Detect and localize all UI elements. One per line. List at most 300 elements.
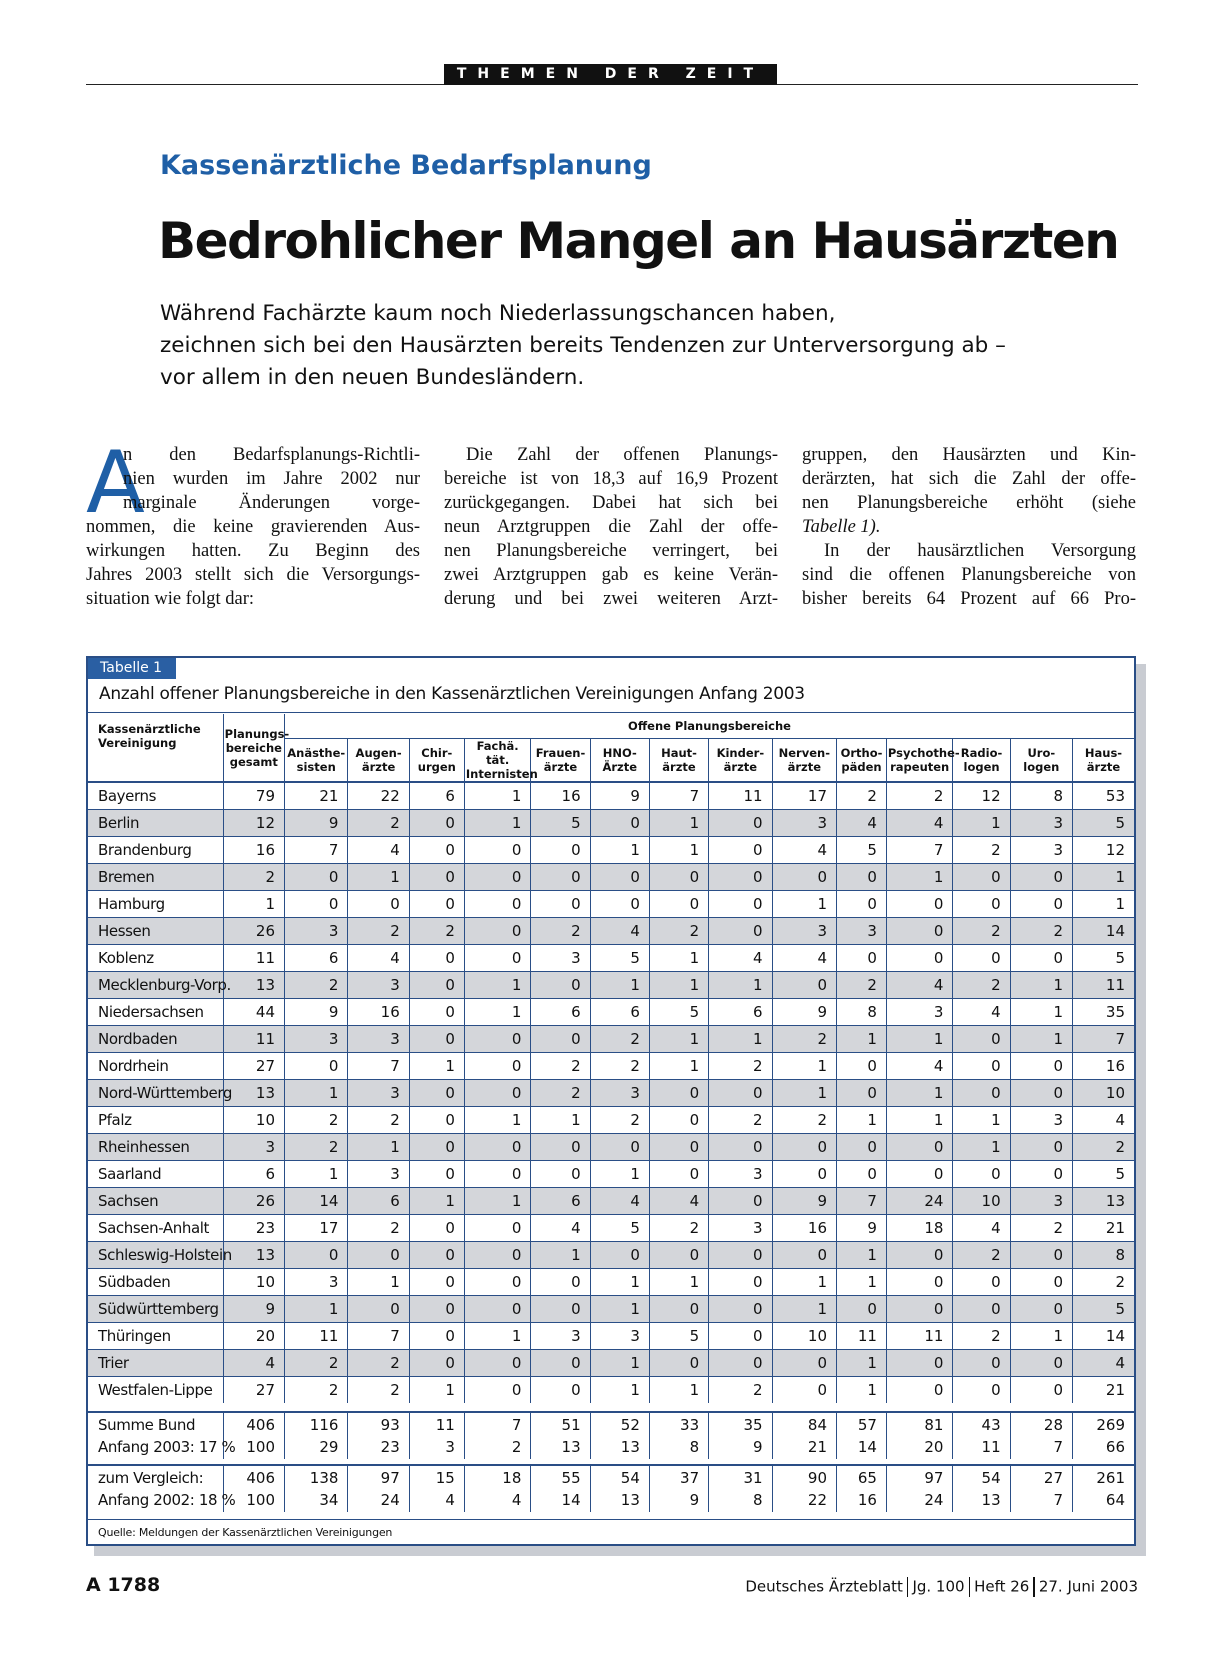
article-lead [160,298,1060,394]
table-cell: 1 [409,1188,464,1215]
table-cell: 0 [285,1242,348,1269]
table-cell: 11 [886,1323,953,1350]
table-cell: 0 [837,1161,887,1188]
table-cell: 11 [1073,972,1135,999]
summary-cell: 406 100 [223,1465,284,1512]
summary-cell: 28 7 [1010,1412,1072,1459]
summary-label: zum Vergleich: Anfang 2002: 18 % [98,1469,236,1509]
body-line: neun Arztgruppen die Zahl der offe- [444,517,778,537]
table-cell: 0 [837,1053,887,1080]
table-cell: 2 [1010,1215,1072,1242]
table-cell: 0 [709,837,772,864]
table-cell: 0 [531,1377,590,1404]
article-kicker: Kassenärztliche Bedarfsplanung [160,150,652,181]
table-cell: 0 [464,1215,531,1242]
table-cell: 2 [531,1053,590,1080]
table-cell: 1 [409,1377,464,1404]
table-cell: 0 [531,1269,590,1296]
table-cell: 0 [953,1296,1010,1323]
table-cell: 0 [348,891,409,918]
table-cell: 0 [1010,1377,1072,1404]
table-cell: 1 [886,1080,953,1107]
table-cell: 3 [772,918,836,945]
table-cell: 3 [531,1323,590,1350]
row-label: Pfalz [88,1107,223,1134]
table-cell: 12 [953,782,1010,810]
table-cell: 13 [223,1080,284,1107]
table-cell: 17 [772,782,836,810]
table-cell: 0 [531,891,590,918]
table-cell: 3 [772,810,836,837]
table-cell: 0 [409,1107,464,1134]
summary-cell: 97 24 [886,1465,953,1512]
table-cell: 0 [531,1026,590,1053]
table-cell: 0 [649,1107,708,1134]
table-cell: 17 [285,1215,348,1242]
table-cell: 6 [223,1161,284,1188]
table-cell: 7 [837,1188,887,1215]
row-label: Berlin [88,810,223,837]
table-cell: 1 [649,945,708,972]
table-tag: Tabelle 1 [88,658,176,679]
table-cell: 0 [409,1134,464,1161]
body-line: derärzten, hat sich die Zahl der offe- [802,469,1136,489]
table-cell: 0 [409,1350,464,1377]
row-label: Brandenburg [88,837,223,864]
table-cell: 8 [1010,782,1072,810]
table-cell: 0 [953,1161,1010,1188]
table-cell: 2 [953,918,1010,945]
table-title: Anzahl offener Planungsbereiche in den Kassenärztlichen Vereinigungen Anfang 2003 [99,684,805,704]
summary-row [88,1412,1134,1459]
table-cell: 2 [709,1053,772,1080]
table-cell: 2 [531,918,590,945]
table-cell: 0 [649,891,708,918]
table-cell: 2 [886,782,953,810]
table-cell: 1 [649,1269,708,1296]
table-cell: 14 [1073,1323,1135,1350]
table-cell: 4 [649,1188,708,1215]
table-cell: 0 [1010,1161,1072,1188]
table-cell: 1 [464,999,531,1026]
summary-cell: 406 100 [223,1412,284,1459]
table-cell: 0 [531,972,590,999]
column-header: Uro- logen [1010,739,1072,783]
table-cell: 0 [1010,945,1072,972]
table-cell: 0 [1010,1242,1072,1269]
table-cell: 7 [886,837,953,864]
table-cell: 2 [1073,1269,1135,1296]
table-cell: 8 [837,999,887,1026]
table-cell: 1 [348,1134,409,1161]
row-label: Bayerns [88,782,223,810]
table-cell: 26 [223,1188,284,1215]
body-line: derung und bei zwei weiteren Arzt- [444,589,778,609]
table-cell: 0 [886,1161,953,1188]
table-cell: 0 [409,1026,464,1053]
body-column-3 [802,443,1136,611]
table-cell: 2 [223,864,284,891]
table-cell: 0 [649,1134,708,1161]
table-cell: 0 [649,1080,708,1107]
table-cell: 6 [709,999,772,1026]
table-cell: 2 [590,1026,649,1053]
table-cell: 0 [1010,1269,1072,1296]
column-header: HNO- Ärzte [590,739,649,783]
table-cell: 2 [285,972,348,999]
body-line: marginale Änderungen vorge- [123,493,420,513]
table-cell: 1 [590,1161,649,1188]
body-line: zurückgegangen. Dabei hat sich bei [444,493,778,513]
table-cell: 2 [590,1107,649,1134]
separator [969,1577,971,1597]
table-cell: 0 [886,1296,953,1323]
table-cell: 1 [590,1296,649,1323]
table-cell: 13 [223,972,284,999]
journal-issue: Heft 26 [974,1577,1030,1596]
row-label: Nordrhein [88,1053,223,1080]
table-cell: 3 [709,1215,772,1242]
column-header: Fachä. tät. Internisten [465,739,538,781]
table-cell: 7 [285,837,348,864]
body-line: nommen, die keine gravierenden Aus- [86,517,420,537]
table-cell: 2 [772,1107,836,1134]
table-cell: 0 [772,1161,836,1188]
table-cell: 4 [772,945,836,972]
table-cell: 6 [348,1188,409,1215]
table-cell: 0 [772,1377,836,1404]
table-cell: 3 [285,918,348,945]
table-cell: 0 [649,864,708,891]
table-row [88,1242,1134,1269]
table-cell: 0 [1010,891,1072,918]
table-cell: 0 [409,1323,464,1350]
body-column-1 [86,443,420,611]
table-cell: 0 [464,1377,531,1404]
table-cell: 0 [886,918,953,945]
table-cell: 3 [1010,837,1072,864]
table-cell: 11 [285,1323,348,1350]
summary-label: Summe Bund Anfang 2003: 17 % [98,1416,236,1456]
table-cell: 1 [649,837,708,864]
table-cell: 6 [590,999,649,1026]
table-cell: 8 [1073,1242,1135,1269]
table-row [88,1080,1134,1107]
table-cell: 0 [1010,1080,1072,1107]
body-line: Tabelle 1). [802,517,881,537]
table-cell: 12 [1073,837,1135,864]
group-header: Offene Planungsbereiche [285,714,1135,739]
table-cell: 0 [464,1134,531,1161]
table-cell: 0 [709,891,772,918]
table-cell: 1 [1010,1026,1072,1053]
table-cell: 5 [649,1323,708,1350]
table-cell: 2 [953,1323,1010,1350]
table-cell: 16 [348,999,409,1026]
table-cell: 0 [709,1080,772,1107]
table-cell: 1 [953,1134,1010,1161]
table-cell: 7 [649,782,708,810]
table-cell: 0 [886,1242,953,1269]
table-cell: 0 [409,891,464,918]
table-cell: 16 [1073,1053,1135,1080]
table-cell: 0 [531,837,590,864]
row-label: Nordbaden [88,1026,223,1053]
column-header: Nerven- ärzte [772,739,836,783]
summary-cell: 11 3 [409,1412,464,1459]
table-cell: 53 [1073,782,1135,810]
table-cell: 6 [285,945,348,972]
table-cell: 4 [1073,1107,1135,1134]
table-cell: 3 [1010,1188,1072,1215]
summary-cell: 90 22 [772,1465,836,1512]
table-cell: 0 [709,1242,772,1269]
article-headline: Bedrohlicher Mangel an Hausärzten [158,212,1119,270]
table-cell: 1 [649,810,708,837]
table-cell: 7 [348,1053,409,1080]
summary-separator [88,1403,1134,1412]
table-cell: 1 [590,1350,649,1377]
table-cell: 1 [348,864,409,891]
row-label: Rheinhessen [88,1134,223,1161]
table-cell: 1 [772,891,836,918]
table-cell: 0 [1010,1053,1072,1080]
table-cell: 0 [709,918,772,945]
table-cell: 1 [590,837,649,864]
table-cell: 0 [531,1161,590,1188]
table-cell: 0 [886,1134,953,1161]
table-cell: 0 [409,810,464,837]
table-row [88,1134,1134,1161]
table-cell: 1 [464,1323,531,1350]
table-cell: 5 [649,999,708,1026]
column-header: Frauen- ärzte [531,739,590,783]
table-cell: 5 [837,837,887,864]
table-cell: 0 [886,945,953,972]
table-cell: 1 [464,1107,531,1134]
summary-cell: 51 13 [531,1412,590,1459]
table-source: Quelle: Meldungen der Kassenärztlichen Vereinigungen [98,1526,393,1539]
table-cell: 2 [837,972,887,999]
table-cell: 21 [1073,1377,1135,1404]
table-cell: 2 [285,1134,348,1161]
body-line: nen Planungsbereiche erhöht (siehe [802,493,1136,513]
table-cell: 0 [409,864,464,891]
table-row [88,1323,1134,1350]
table-cell: 4 [886,972,953,999]
table-cell: 1 [886,1107,953,1134]
table-cell: 2 [709,1377,772,1404]
table-cell: 14 [1073,918,1135,945]
table-cell: 5 [531,810,590,837]
body-line: sind die offenen Planungsbereiche von [802,565,1136,585]
table-cell: 0 [464,864,531,891]
table-cell: 1 [772,1080,836,1107]
summary-cell: 269 66 [1073,1412,1135,1459]
lead-line: Während Fachärzte kaum noch Niederlassungschancen haben, [160,301,836,326]
table-cell: 0 [953,1080,1010,1107]
table-cell: 9 [285,810,348,837]
table-cell: 10 [223,1107,284,1134]
table-row [88,1215,1134,1242]
table-cell: 9 [590,782,649,810]
summary-cell: 37 9 [649,1465,708,1512]
table-cell: 18 [886,1215,953,1242]
table-cell: 2 [285,1377,348,1404]
summary-cell: 43 11 [953,1412,1010,1459]
table-cell: 11 [223,945,284,972]
table-cell: 1 [1010,999,1072,1026]
table-cell: 4 [953,1215,1010,1242]
table-cell: 4 [772,837,836,864]
table-cell: 1 [464,782,531,810]
table-cell: 0 [590,891,649,918]
table-cell: 1 [348,1269,409,1296]
table-cell: 7 [348,1323,409,1350]
row-label: Südwürttemberg [88,1296,223,1323]
table-cell: 1 [409,1053,464,1080]
table-cell: 2 [285,1350,348,1377]
table-cell: 0 [348,1242,409,1269]
table-cell: 3 [348,1080,409,1107]
table-cell: 0 [285,891,348,918]
table-cell: 12 [223,810,284,837]
table-row [88,918,1134,945]
table-cell: 3 [531,945,590,972]
column-header-vereinigung: Kassenärztliche Vereinigung [98,722,201,750]
table-cell: 20 [223,1323,284,1350]
row-label: Sachsen [88,1188,223,1215]
table-cell: 26 [223,918,284,945]
table-cell: 0 [1010,1134,1072,1161]
table-cell: 0 [1010,1350,1072,1377]
table-cell: 9 [285,999,348,1026]
table-row [88,972,1134,999]
summary-cell: 138 34 [285,1465,348,1512]
table-row [88,1188,1134,1215]
table-cell: 9 [837,1215,887,1242]
table-row [88,1377,1134,1404]
table-cell: 1 [709,1026,772,1053]
column-header: Chir- urgen [409,739,464,783]
table-cell: 1 [285,1080,348,1107]
table-cell: 10 [772,1323,836,1350]
table-cell: 21 [1073,1215,1135,1242]
summary-cell: 27 7 [1010,1465,1072,1512]
row-label: Saarland [88,1161,223,1188]
table-cell: 16 [531,782,590,810]
source-rule [88,1519,1134,1520]
table-cell: 0 [285,864,348,891]
table-cell: 2 [531,1080,590,1107]
body-line: nen Planungsbereiche verringert, bei [444,541,778,561]
table-row [88,891,1134,918]
body-line: Die Zahl der offenen Planungs- [466,445,778,465]
table-cell: 0 [464,1296,531,1323]
column-header: Radio- logen [953,739,1010,783]
table-cell: 1 [649,1026,708,1053]
table-row [88,837,1134,864]
table-cell: 3 [348,1026,409,1053]
table-cell: 2 [348,1215,409,1242]
summary-cell: 116 29 [285,1412,348,1459]
table-cell: 3 [348,1161,409,1188]
table-cell: 0 [285,1053,348,1080]
table-cell: 1 [649,1053,708,1080]
row-label: Westfalen-Lippe [98,1381,213,1399]
body-line: situation wie folgt dar: [86,589,255,609]
section-label: THEMEN DER ZEIT [444,64,777,85]
table-cell: 1 [772,1053,836,1080]
table-cell: 4 [590,1188,649,1215]
journal-volume: Jg. 100 [912,1577,965,1596]
table-cell: 2 [590,1053,649,1080]
table-cell: 0 [409,1215,464,1242]
table-cell: 11 [709,782,772,810]
table-cell: 1 [223,891,284,918]
table-cell: 1 [837,1269,887,1296]
table-cell: 2 [409,918,464,945]
table-cell: 3 [590,1080,649,1107]
summary-cell: 81 20 [886,1412,953,1459]
summary-cell: 57 14 [837,1412,887,1459]
row-label: Koblenz [88,945,223,972]
column-header-total: Planungs- bereiche gesamt [223,714,284,782]
column-header: Ortho- päden [837,739,887,783]
body-line: bisher bereits 64 Prozent auf 66 Pro- [802,589,1136,609]
table-cell: 4 [886,1053,953,1080]
table-cell: 1 [1010,972,1072,999]
table-cell: 0 [464,1242,531,1269]
table-cell: 27 [223,1053,284,1080]
table-cell: 0 [709,1296,772,1323]
table-cell: 0 [1010,864,1072,891]
table-cell: 0 [409,837,464,864]
table-cell: 0 [531,864,590,891]
table-cell: 0 [953,1350,1010,1377]
table-cell: 9 [223,1296,284,1323]
table-cell: 0 [531,1134,590,1161]
table-cell: 1 [886,864,953,891]
planning-table [88,714,1134,1512]
body-line: nien wurden im Jahre 2002 nur [123,469,420,489]
table-cell: 0 [886,1269,953,1296]
table-cell: 0 [953,864,1010,891]
table-cell: 24 [886,1188,953,1215]
table-cell: 0 [837,864,887,891]
table-cell: 4 [348,837,409,864]
table-cell: 13 [1073,1188,1135,1215]
table-cell: 3 [1010,1107,1072,1134]
table-cell: 5 [590,945,649,972]
body-line: wirkungen hatten. Zu Beginn des [86,541,420,561]
table-cell: 6 [531,1188,590,1215]
row-label: Trier [88,1350,223,1377]
table-cell: 1 [464,1188,531,1215]
summary-cell: 55 14 [531,1465,590,1512]
row-label: Hessen [88,918,223,945]
summary-cell: 15 4 [409,1465,464,1512]
table-cell: 0 [709,1134,772,1161]
summary-cell: 7 2 [464,1412,531,1459]
table-cell: 3 [285,1026,348,1053]
table-cell: 0 [409,1296,464,1323]
summary-cell: 65 16 [837,1465,887,1512]
table-cell: 4 [348,945,409,972]
table-cell: 2 [1073,1134,1135,1161]
row-label: Hamburg [88,891,223,918]
table-cell: 0 [409,1242,464,1269]
